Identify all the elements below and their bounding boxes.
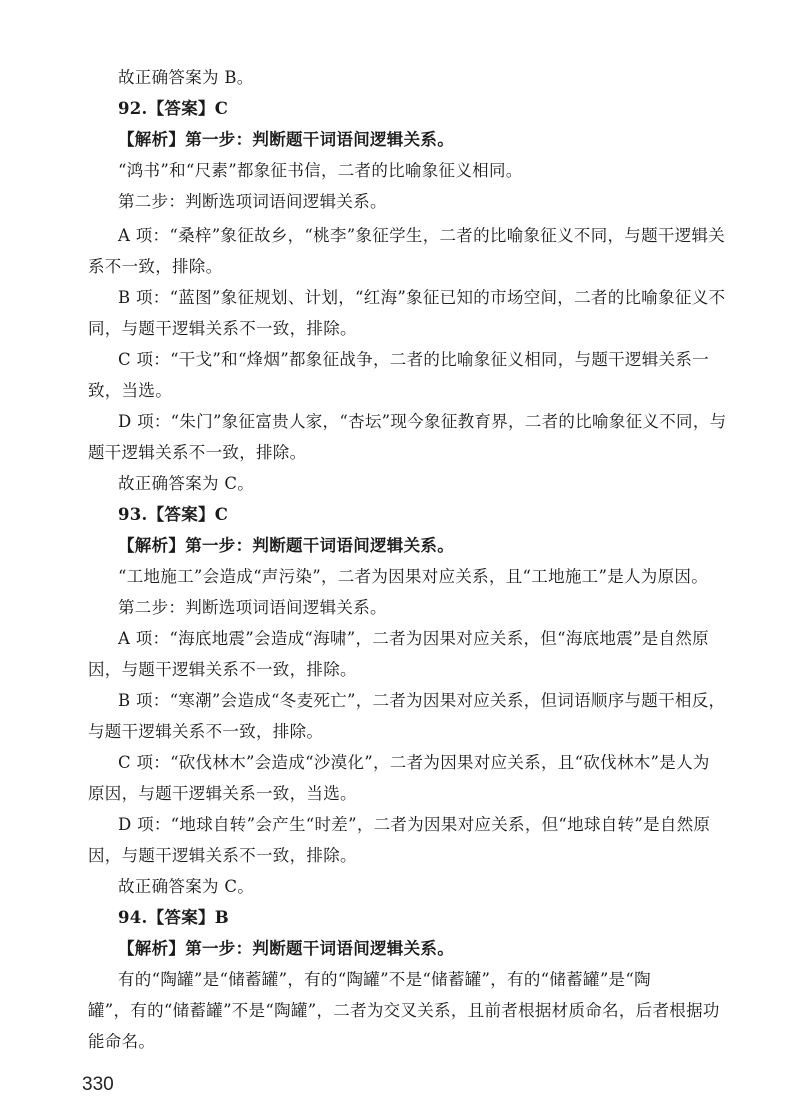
text-line: 致，当选。 [88,381,172,400]
text-line: 因，与题干逻辑关系不一致，排除。 [88,660,357,679]
text-line: D 项：“地球自转”会产生“时差”，二者为因果对应关系，但“地球自转”是自然原 [118,815,711,834]
text-line: C 项：“干戈”和“烽烟”都象征战争，二者的比喻象征义相同，与题干逻辑关系一 [118,350,710,369]
text-line: 原因，与题干逻辑关系一致，当选。 [88,784,357,803]
text-line: D 项：“朱门”象征富贵人家，“杏坛”现今象征教育界，二者的比喻象征义不同，与 [118,412,727,431]
text-line: B 项：“蓝图”象征规划、计划，“红海”象征已知的市场空间，二者的比喻象征义不 [118,288,726,307]
text-line: 同，与题干逻辑关系不一致，排除。 [88,319,357,338]
analysis-heading: 【解析】第一步：判断题干词语间逻辑关系。 [118,130,454,149]
text-line: 故正确答案为 B。 [118,68,254,87]
text-line: C 项：“砍伐林木”会造成“沙漠化”，二者为因果对应关系，且“砍伐林木”是人为 [118,753,710,772]
text-line: “鸿书”和“尺素”都象征书信，二者的比喻象征义相同。 [118,161,523,180]
page-number: 330 [82,1074,114,1095]
text-line: 故正确答案为 C。 [118,474,255,493]
text-line: B 项：“寒潮”会造成“冬麦死亡”，二者为因果对应关系，但词语顺序与题干相反， [118,691,726,710]
text-line: 第二步：判断选项词语间逻辑关系。 [118,598,387,617]
text-line: 故正确答案为 C。 [118,877,255,896]
text-line: A 项：“海底地震”会造成“海啸”，二者为因果对应关系，但“海底地震”是自然原 [118,629,709,648]
answer-heading: 92.【答案】C [118,99,229,118]
analysis-heading: 【解析】第一步：判断题干词语间逻辑关系。 [118,536,454,555]
answer-heading: 94.【答案】B [118,908,230,927]
text-line: 罐”，有的“储蓄罐”不是“陶罐”，二者为交叉关系，且前者根据材质命名，后者根据功 [88,1001,720,1020]
text-line: 能命名。 [88,1032,156,1051]
text-line: “工地施工”会造成“声污染”，二者为因果对应关系，且“工地施工”是人为原因。 [118,567,709,586]
text-line: A 项：“桑梓”象征故乡，“桃李”象征学生，二者的比喻象征义不同，与题干逻辑关 [118,226,726,245]
analysis-heading: 【解析】第一步：判断题干词语间逻辑关系。 [118,939,454,958]
text-line: 与题干逻辑关系不一致，排除。 [88,722,324,741]
text-line: 因，与题干逻辑关系不一致，排除。 [88,846,357,865]
text-line: 题干逻辑关系不一致，排除。 [88,443,307,462]
text-line: 有的“陶罐”是“储蓄罐”，有的“陶罐”不是“储蓄罐”，有的“储蓄罐”是“陶 [118,970,651,989]
text-line: 系不一致，排除。 [88,257,223,276]
answer-heading: 93.【答案】C [118,505,229,524]
text-line: 第二步：判断选项词语间逻辑关系。 [118,192,387,211]
